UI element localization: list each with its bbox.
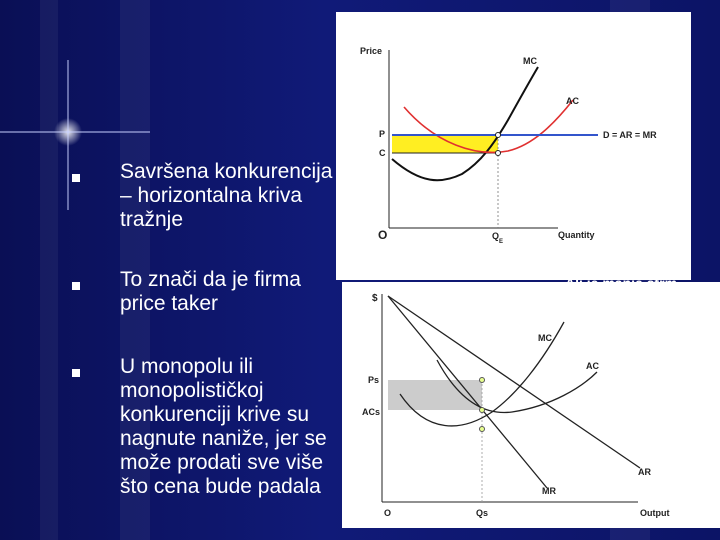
square-bullet-icon [72,282,80,290]
square-bullet-icon [72,174,80,182]
x-axis-label: Quantity [558,230,595,240]
quantity-label [492,231,503,245]
mc-curve [392,67,538,180]
annotation-line: Ali je manje strm [565,275,678,291]
ac-label: AC [566,96,579,106]
price-label: Ps [368,375,380,385]
square-bullet-icon [72,369,80,377]
ac-label: AC [586,361,599,371]
x-axis-label: Output [640,508,670,518]
origin-label: O [378,228,388,242]
annotation-line: jer ima supstituta [565,326,681,342]
price-label: P [379,129,386,139]
mc-mr-point [480,427,485,432]
y-axis-label: Price [360,46,383,56]
diagram1-svg [336,12,691,280]
profit-area [392,135,498,153]
bullet-text: To znači da je firma price taker [120,268,301,315]
origin-label: O [384,508,392,518]
annotation-text [565,275,720,343]
cost-point [496,151,501,156]
quantity-label-main: Q [492,231,500,241]
cost-label: ACs [362,407,381,417]
equilibrium-point [496,133,501,138]
cost-label: C [379,148,386,158]
bullet-text: U monopolu ili monopolističkoj konkurenciji krive su nagnute naniže, jer se može prodati sve više što cena bude padala [120,355,327,498]
ar-label: AR [638,467,651,477]
annotation-line: konkurenciji [571,309,654,325]
quantity-label-subscript: E [499,239,504,245]
mr-label: MR [542,486,556,496]
price-point [480,378,485,383]
y-axis-label: $ [372,293,378,304]
perfect-competition-diagram [336,12,691,280]
mc-label: MC [538,333,552,343]
profit-area [388,380,482,410]
mc-label: MC [523,56,537,66]
quantity-label: Qs [476,508,489,518]
demand-label: D = AR = MR [603,130,657,140]
cost-point [480,408,485,413]
bullet-text: Savršena konkurencija – horizontalna kriva tražnje [120,160,333,231]
annotation-line: u monopolističko [571,292,687,308]
